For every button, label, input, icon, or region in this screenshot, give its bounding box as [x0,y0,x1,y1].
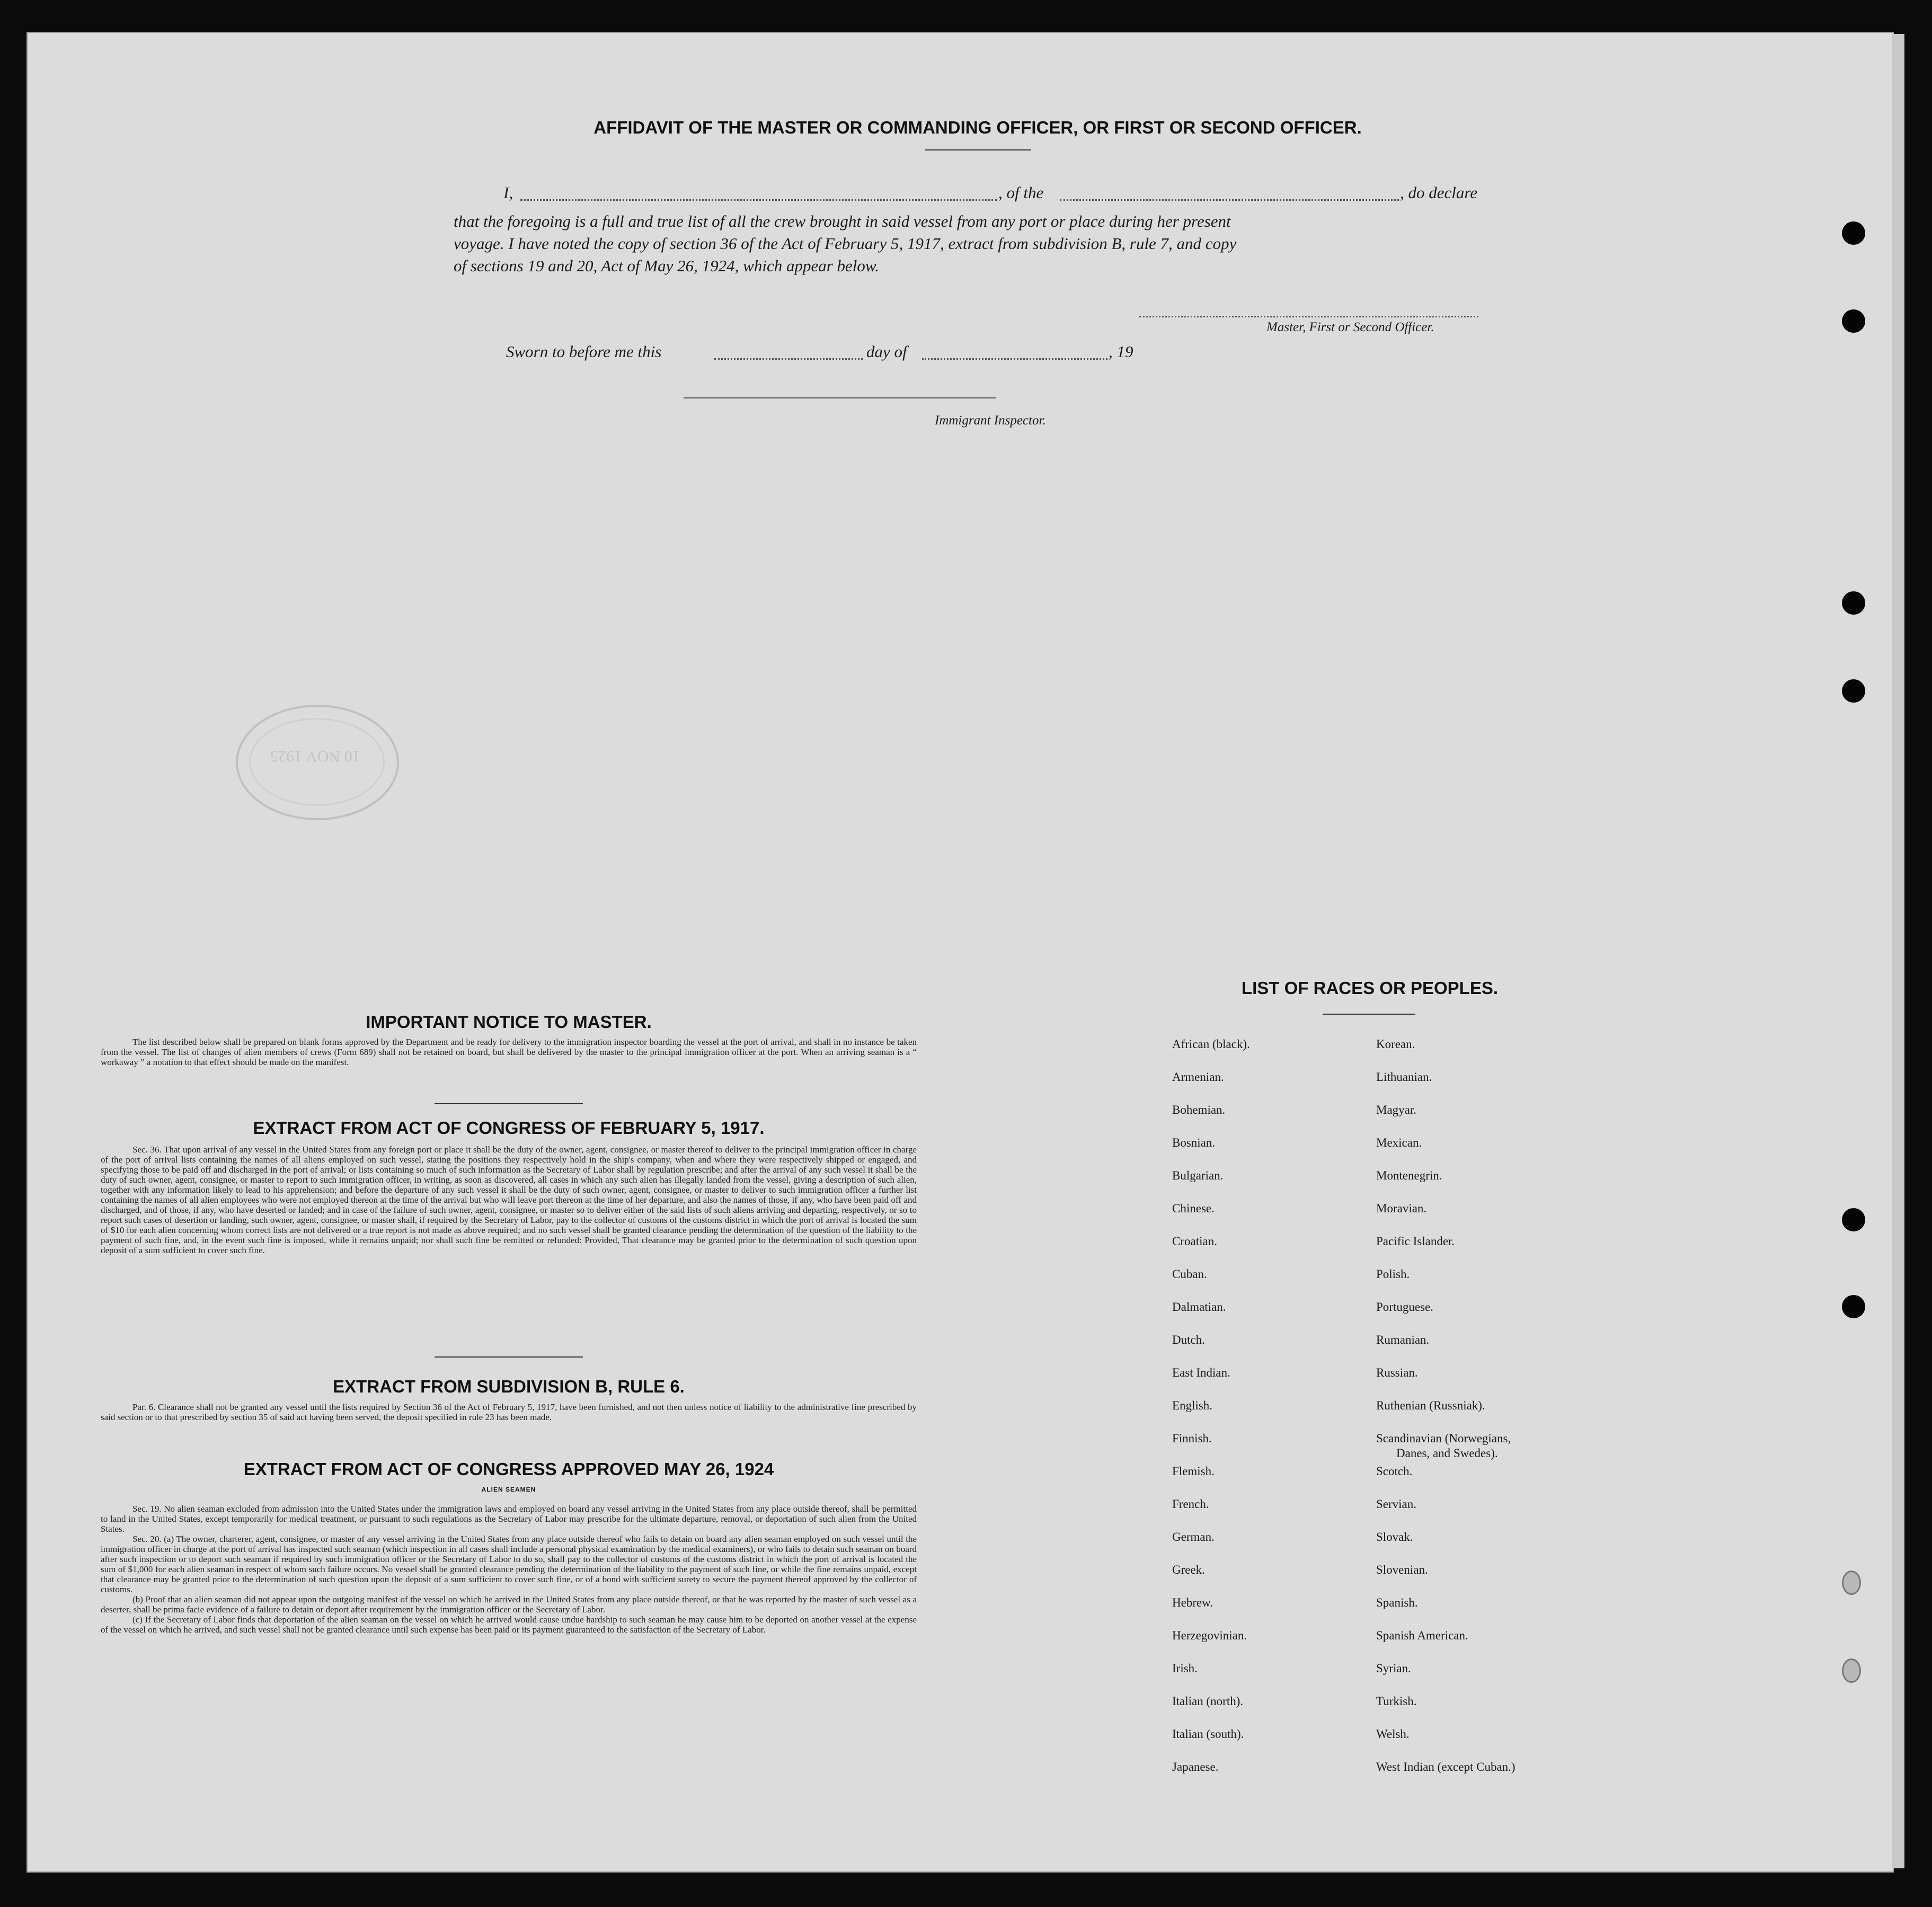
punch-hole-faint [1842,1658,1861,1683]
race-item: Korean. [1376,1037,1415,1051]
race-item: Greek. [1172,1563,1205,1576]
affidavit-line-1: that the foregoing is a full and true list of all the crew brought in said vessel from any port or place during her present [454,212,1231,230]
race-item: East Indian. [1172,1366,1230,1379]
race-item: Italian (south). [1172,1727,1244,1741]
race-item: Irish. [1172,1662,1198,1675]
sec-36-text: Sec. 36. That upon arrival of any vessel in the United States from any foreign port or place it shall be the duty of the owner, agent, consignee, or master thereof to deliver to the principal immigration officer in charge of the port of arrival lists containing the names of all aliens employed on such vessel, stating the positions they respectively hold in the ship's company, when and where they were respectively shipped or engaged, and specifying those to be paid off and discharged in the port of arrival; or lists containing so much of such information as the Secretary of Labor shall by regulation prescribe; and after the arrival of any such vessel it shall be the duty of such owner, agent, consignee, or master to report to such immigration officer, in writing, as soon as discovered, all cases in which any such alien has illegally landed from the vessel, giving a description of such alien, together with any information likely to lead to his apprehension; and before the departure of any such vessel it shall be the duty of such owner, agent, consignee, or master to deliver to such immigration officer a further list containing the names of all alien employees who were not employed thereon at the time of the arrival but who will leave port thereon at the time of her departure, and also the names of those, if any, who have been paid off and discharged, and of those, if any, who have deserted or landed; and in case of the failure of such owner, agent, consignee, or master so to deliver either of the said lists of such aliens arriving and departing, respectively, or so to report such cases of desertion or landing, such owner, agent, consignee, or master shall, if required by the Secretary of Labor, pay to the collector of customs of the customs district in which the port of arrival is located the sum of $10 for each alien concerning whom correct lists are not delivered or a true report is not made as above required; and no such vessel shall be granted clearance pending the determination of the question of the liability to the payment of such fine, and, in the event such fine is imposed, while it remains unpaid; nor shall such fine be remitted or refunded: Provided, That clearance may be granted prior to the determination of such question upon deposit of a sum sufficient to cover such fine. [101,1145,917,1255]
race-item: Slovak. [1376,1530,1413,1544]
race-item: Ruthenian (Russniak). [1376,1399,1485,1412]
race-item: Magyar. [1376,1103,1417,1116]
affidavit-line-2: voyage. I have noted the copy of section 36 of the Act of February 5, 1917, extract from subdivision B, rule 7, and copy [454,234,1237,253]
affidavit-i-label: I, [503,183,513,202]
extract-rule6-body [101,1402,917,1422]
race-item: Scotch. [1376,1465,1413,1478]
signature-caption: Master, First or Second Officer. [1266,320,1434,334]
race-item: Chinese. [1172,1202,1215,1215]
inspector-caption: Immigrant Inspector. [935,413,1046,428]
punch-hole [1842,309,1865,333]
extract-rule6-title: EXTRACT FROM SUBDIVISION B, RULE 6. [333,1377,685,1396]
notice-text: The list described below shall be prepared on blank forms approved by the Department and be ready for delivery to the immigration inspector boarding the vessel at the port of arrival, and shall in no instance be taken from the vessel. The list of changes of alien members of crews (Form 689) shall not be retained on board, but shall be delivered by the master to the principal immigration officer at the port. When an arriving seaman is a “ workaway ” a notation to that effect should be made on the manifest. [101,1037,917,1067]
race-item: Scandinavian (Norwegians, [1376,1432,1511,1445]
sworn-label: Sworn to before me this [506,342,662,361]
race-item: Dalmatian. [1172,1300,1226,1314]
race-item-continuation: Danes, and Swedes). [1396,1447,1498,1460]
punch-hole [1842,1208,1865,1231]
sec-20c-text: (c) If the Secretary of Labor finds that deportation of the alien seaman on the vessel on which he arrived would cause undue hardship to such seaman he may cause him to be deported on another vessel at the expense of the vessel on which he arrived, and such vessel shall not be granted clearance until such expense has been paid or its payment guaranteed to the satisfaction of the Secretary of Labor. [101,1615,917,1635]
race-item: Croatian. [1172,1235,1217,1248]
race-item: Bosnian. [1172,1136,1216,1149]
sec-19-text: Sec. 19. No alien seaman excluded from admission into the United States under the immigration laws and employed on board any vessel arriving in the United States from any place outside thereof, shall be permitted to land in the United States, except temporarily for medical treatment, or pursuant to such regulations as the Secretary of Labor may prescribe for the ultimate departure, removal, or deportation of such alien from the United States. [101,1504,917,1534]
punch-hole [1842,591,1865,615]
affidavit-divider [925,149,1031,150]
inspector-signature-line [684,397,996,398]
race-item: Spanish American. [1376,1629,1468,1642]
race-item: Servian. [1376,1497,1417,1511]
race-item: Russian. [1376,1366,1418,1379]
races-left-column [1172,1037,1373,1779]
affidavit-of-the-label: , of the [998,183,1044,202]
extract-1917-title: EXTRACT FROM ACT OF CONGRESS OF FEBRUARY 5, 1917. [253,1118,765,1138]
notice-divider [435,1103,583,1104]
name-blank[interactable] [520,199,997,201]
notice-title: IMPORTANT NOTICE TO MASTER. [366,1012,652,1032]
race-item: Slovenian. [1376,1563,1428,1576]
extract-1924-title: EXTRACT FROM ACT OF CONGRESS APPROVED MAY 26, 1924 [243,1459,774,1479]
punch-hole [1842,679,1865,703]
race-item: French. [1172,1497,1209,1511]
page-edge [1892,34,1904,1868]
signature-blank[interactable] [1139,316,1478,317]
race-item: English. [1172,1399,1213,1412]
extract-1924-body [101,1504,917,1635]
race-item: Mexican. [1376,1136,1422,1149]
punch-hole [1842,1295,1865,1318]
race-item: Japanese. [1172,1760,1219,1773]
races-divider [1323,1014,1415,1015]
race-item: Moravian. [1376,1202,1427,1215]
punch-hole [1842,221,1865,245]
affidavit-line-3: of sections 19 and 20, Act of May 26, 1924, which appear below. [454,256,880,275]
race-item: Turkish. [1376,1695,1417,1708]
race-item: Montenegrin. [1376,1169,1442,1182]
race-item: Hebrew. [1172,1596,1213,1609]
extract-1917-body [101,1145,917,1255]
extract-1917-divider [435,1356,583,1358]
race-item: Herzegovinian. [1172,1629,1247,1642]
race-item: Syrian. [1376,1662,1411,1675]
vessel-blank[interactable] [1060,199,1399,201]
race-item: Armenian. [1172,1070,1224,1084]
par-6-text: Par. 6. Clearance shall not be granted any vessel until the lists required by Section 36 of the Act of February 5, 1917, have been furnished, and not then unless notice of liability to the administrative fine prescribed by said section or to that prescribed by section 35 of said act having been served, the deposit specified in rule 23 has been made. [101,1402,917,1422]
race-item: Pacific Islander. [1376,1235,1455,1248]
race-item: Portuguese. [1376,1300,1433,1314]
race-item: Cuban. [1172,1267,1207,1281]
race-item: Lithuanian. [1376,1070,1432,1084]
race-item: German. [1172,1530,1215,1544]
sworn-month-blank[interactable] [922,358,1107,360]
race-item: Polish. [1376,1267,1410,1281]
sworn-day-blank[interactable] [714,358,863,360]
race-item: Dutch. [1172,1333,1205,1346]
race-item: Finnish. [1172,1432,1212,1445]
race-item: African (black). [1172,1037,1250,1051]
race-item: Bohemian. [1172,1103,1226,1116]
race-item: Spanish. [1376,1596,1418,1609]
race-item: West Indian (except Cuban.) [1376,1760,1516,1773]
race-item: Flemish. [1172,1465,1215,1478]
sec-20b-text: (b) Proof that an alien seaman did not appear upon the outgoing manifest of the vessel on which he arrived in the United States from any place outside thereof, or that he was reported by the master of such vessel as a deserter, shall be prima facie evidence of a failure to detain or deport after requirement by the immigration officer or the Secretary of Labor. [101,1594,917,1615]
race-item: Bulgarian. [1172,1169,1224,1182]
sec-20a-text: Sec. 20. (a) The owner, charterer, agent, consignee, or master of any vessel arriving in the United States from any place outside thereof who fails to detain on board any alien seaman employed on such vessel until the immigration officer in charge at the port of arrival has inspected such seaman (which inspection in all cases shall include a personal physical examination by the medical examiners), or who fails to detain such seaman on board after such inspection or to deport such seaman if required by such immigration officer or the Secretary of Labor to do so, shall pay to the collector of customs of the customs district in which the port of arrival is located the sum of $1,000 for each alien seaman in respect of whom such failure occurs. No vessel shall be granted clearance pending the determination of the liability to the payment of such fine, or while the fine remains unpaid, except that clearance may be granted prior to the determination of such question upon the deposit of a sum sufficient to cover such fine, or of a bond with sufficient surety to secure the payment thereof approved by the collector of customs. [101,1534,917,1594]
punch-hole-faint [1842,1571,1861,1595]
race-item: Rumanian. [1376,1333,1430,1346]
notice-body [101,1037,917,1067]
year-label: , 19 [1109,342,1133,361]
affidavit-title: AFFIDAVIT OF THE MASTER OR COMMANDING OFFICER, OR FIRST OR SECOND OFFICER. [593,118,1362,137]
races-right-column [1376,1037,1588,1779]
day-of-label: day of [866,342,907,361]
affidavit-declare-label: , do declare [1400,183,1478,202]
races-title: LIST OF RACES OR PEOPLES. [1241,978,1499,998]
race-item: Welsh. [1376,1727,1410,1741]
stamp-date: 10 NOV 1925 [270,748,360,765]
race-item: Italian (north). [1172,1695,1244,1708]
extract-1924-subtitle: ALIEN SEAMEN [481,1486,536,1493]
